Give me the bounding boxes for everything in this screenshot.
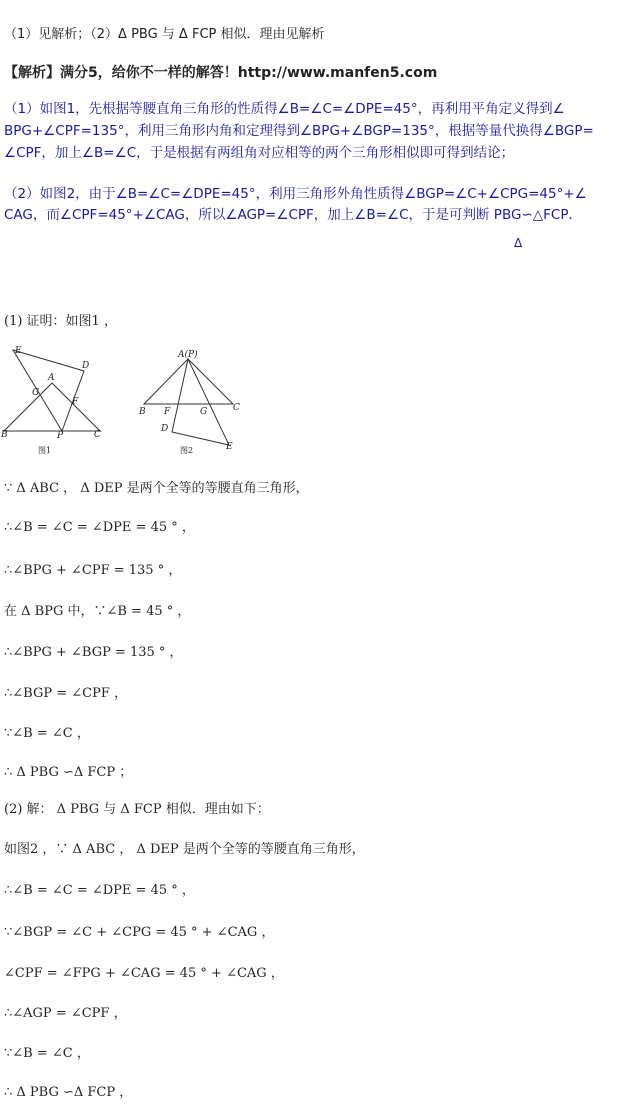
fig1-label-G: G: [32, 388, 40, 398]
proof-line-1: (1) 证明：如图1 ，: [4, 314, 117, 329]
analysis-p2-line1: （2）如图2，由于∠B=∠C=∠DPE=45°，利用三角形外角性质得∠BGP=∠C+∠CPG=45°+∠: [4, 186, 587, 202]
fig1-caption: 图1: [38, 446, 52, 455]
fig1-label-D: D: [82, 361, 90, 371]
proof-line-16: ∵∠B = ∠C ，: [4, 1046, 90, 1061]
proof-line-17: ∴ Δ PBG ∽Δ FCP ，: [4, 1085, 133, 1100]
proof-line-10: (2) 解： Δ PBG 与 Δ FCP 相似．理由如下：: [4, 802, 270, 817]
fig2-label-B: B: [139, 407, 146, 417]
delta-mark: Δ: [514, 236, 523, 250]
proof-line-6: ∴∠BPG + ∠BGP = 135 ° ，: [4, 645, 183, 660]
proof-line-8: ∵∠B = ∠C ，: [4, 726, 90, 741]
proof-line-3: ∴∠B = ∠C = ∠DPE = 45 ° ，: [4, 520, 195, 535]
fig2-label-G: G: [200, 407, 208, 417]
proof-line-5: 在 Δ BPG 中，∵∠B = 45 ° ，: [4, 604, 191, 619]
figure-1: [0, 340, 112, 460]
fig1-label-A: A: [48, 373, 55, 383]
proof-line-9: ∴ Δ PBG ∽Δ FCP ；: [4, 765, 133, 780]
proof-line-2: ∵ Δ ABC ， Δ DEP 是两个全等的等腰直角三角形，: [4, 481, 309, 496]
answer-line: （1）见解析；（2）Δ PBG 与 Δ FCP 相似．理由见解析: [4, 27, 325, 42]
fig2-caption: 图2: [180, 446, 194, 455]
proof-line-14: ∠CPF = ∠FPG + ∠CAG = 45 ° + ∠CAG ，: [4, 966, 284, 981]
analysis-p1-line1: （1）如图1，先根据等腰直角三角形的性质得∠B=∠C=∠DPE=45°，再利用平角定义得到∠: [4, 101, 565, 117]
fig1-label-F: F: [72, 397, 79, 407]
proof-line-7: ∴∠BGP = ∠CPF ，: [4, 686, 127, 701]
proof-line-13: ∵∠BGP = ∠C + ∠CPG = 45 ° + ∠CAG ，: [4, 925, 275, 940]
fig1-label-P: P: [57, 431, 64, 441]
fig2-label-F: F: [164, 407, 171, 417]
analysis-p1-line3: ∠CPF，加上∠B=∠C，于是根据有两组角对应相等的两个三角形相似即可得到结论；: [4, 145, 515, 161]
fig1-label-E: E: [15, 346, 22, 356]
fig2-label-AP: A(P): [178, 350, 198, 360]
proof-line-15: ∴∠AGP = ∠CPF ，: [4, 1006, 127, 1021]
analysis-header: 【解析】满分5，给你不一样的解答！http://www.manfen5.com: [4, 65, 438, 81]
fig2-label-C: C: [233, 403, 240, 413]
fig1-label-B: B: [1, 430, 8, 440]
analysis-p1-line2: BPG+∠CPF=135°，利用三角形内角和定理得到∠BPG+∠BGP=135°，根据等量代换得∠BGP=: [4, 123, 594, 139]
figure-2: [130, 345, 255, 460]
fig1-label-C: C: [94, 430, 101, 440]
proof-line-4: ∴∠BPG + ∠CPF = 135 ° ，: [4, 563, 182, 578]
analysis-p2-line2: CAG，而∠CPF=45°+∠CAG，所以∠AGP=∠CPF，加上∠B=∠C，于是可判断 PBG∽△FCP．: [4, 207, 582, 223]
fig2-label-E: E: [226, 442, 233, 452]
proof-line-11: 如图2 ，∵ Δ ABC ， Δ DEP 是两个全等的等腰直角三角形，: [4, 842, 365, 857]
proof-line-12: ∴∠B = ∠C = ∠DPE = 45 ° ，: [4, 883, 195, 898]
fig2-label-D: D: [161, 424, 169, 434]
